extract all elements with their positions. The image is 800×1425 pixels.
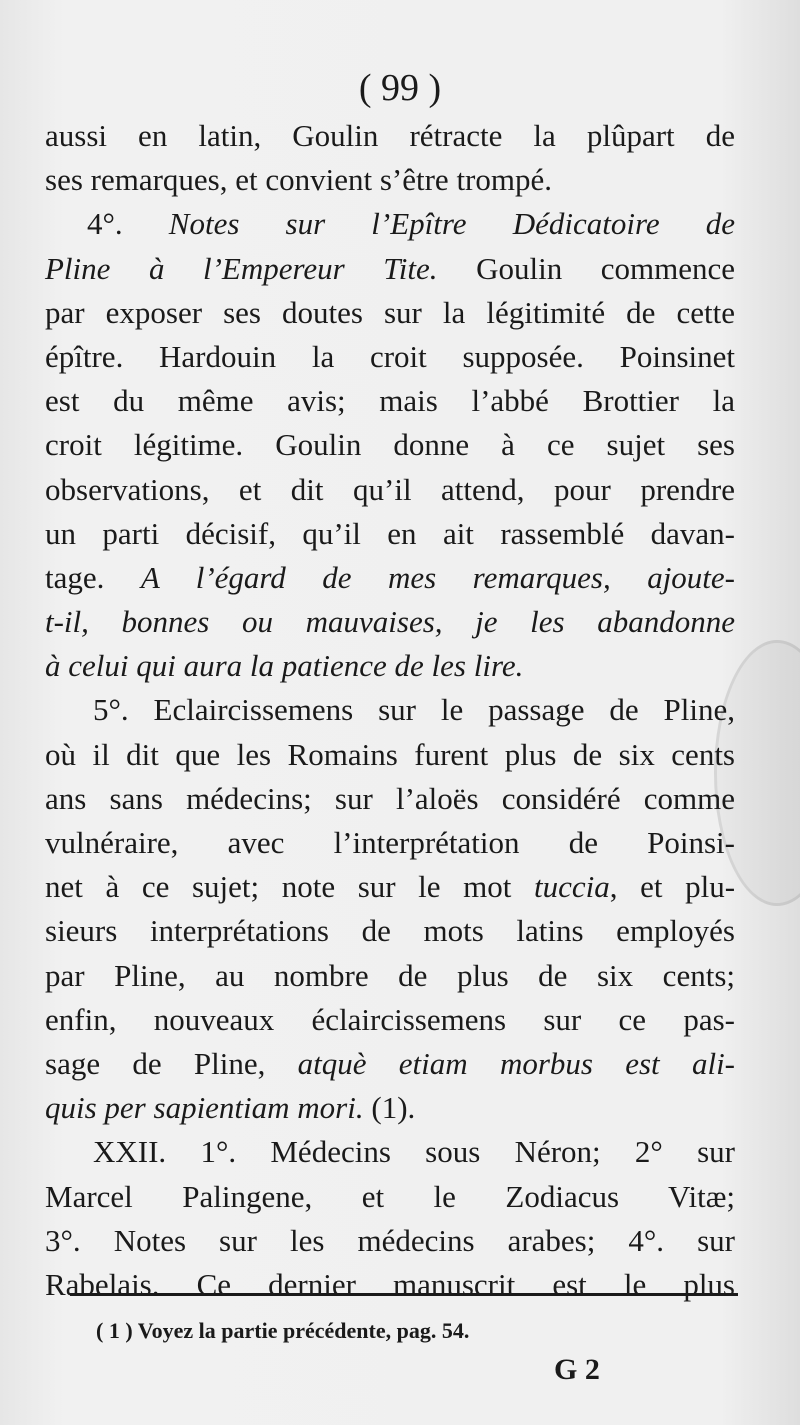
text-line: 5°. Eclaircissemens sur le passage de Pline, bbox=[93, 692, 735, 728]
plain-text: , et plu- bbox=[609, 869, 736, 905]
text-line bbox=[45, 556, 735, 600]
text-line: vulnéraire, avec l’interprétation de Poinsi- bbox=[45, 825, 735, 860]
text-line: par exposer ses doutes sur la légitimité de cette bbox=[45, 294, 735, 330]
italic-text: A l’égard de mes remarques, ajoute- bbox=[140, 559, 735, 595]
italic-text: atquè etiam morbus est ali- bbox=[297, 1045, 735, 1081]
body-text bbox=[45, 114, 735, 1307]
plain-text: sage de Pline, bbox=[45, 1045, 266, 1081]
text-line bbox=[45, 1042, 735, 1086]
italic-text: tuccia bbox=[534, 869, 610, 905]
text-line bbox=[45, 247, 735, 291]
footnote-reference: (1). bbox=[371, 1090, 416, 1126]
plain-text: Goulin commence bbox=[476, 250, 735, 286]
plain-text: net à ce sujet; note sur le mot bbox=[45, 869, 512, 905]
text-line: croit légitime. Goulin donne à ce sujet ses bbox=[45, 427, 735, 463]
text-line: est du même avis; mais l’abbé Brottier la bbox=[45, 383, 735, 419]
text-line bbox=[45, 865, 735, 909]
italic-text: Notes sur l’Epître Dédicatoire de bbox=[168, 206, 736, 242]
text-line: à celui qui aura la patience de les lire. bbox=[45, 648, 524, 684]
text-line: où il dit que les Romains furent plus de six cents bbox=[45, 736, 735, 772]
text-line: ses remarques, et convient s’être trompé. bbox=[45, 162, 553, 198]
text-line bbox=[45, 1086, 735, 1130]
text-line bbox=[45, 202, 735, 246]
text-line: sieurs interprétations de mots latins employés bbox=[45, 913, 735, 949]
plain-text: tage. bbox=[45, 559, 105, 595]
footnote-rule bbox=[70, 1293, 738, 1296]
text-line: par Pline, au nombre de plus de six cents; bbox=[45, 957, 735, 993]
page-number: ( 99 ) bbox=[358, 67, 442, 109]
text-line: enfin, nouveaux éclaircissemens sur ce pas- bbox=[45, 1001, 735, 1037]
text-line: 3°. Notes sur les médecins arabes; 4°. sur bbox=[45, 1222, 735, 1258]
text-line: Marcel Palingene, et le Zodiacus Vitæ; bbox=[45, 1178, 735, 1214]
text-line: Rabelais. Ce dernier manuscrit est le plus bbox=[45, 1266, 735, 1302]
signature-mark: G 2 bbox=[554, 1353, 600, 1386]
text-line: XXII. 1°. Médecins sous Néron; 2° sur bbox=[93, 1134, 735, 1170]
text-line: ans sans médecins; sur l’aloës considéré comme bbox=[45, 780, 735, 816]
italic-text: Pline à l’Empereur Tite. bbox=[45, 250, 438, 286]
text-line: aussi en latin, Goulin rétracte la plûpart de bbox=[45, 118, 735, 153]
footnote: ( 1 ) Voyez la partie précédente, pag. 54. bbox=[96, 1318, 470, 1343]
text-line: épître. Hardouin la croit supposée. Poinsinet bbox=[45, 338, 735, 374]
italic-text: quis per sapientiam mori. bbox=[45, 1090, 364, 1126]
text-line: t-il, bonnes ou mauvaises, je les abandonne bbox=[45, 604, 735, 640]
text-line: observations, et dit qu’il attend, pour prendre bbox=[45, 471, 735, 507]
text-line: un parti décisif, qu’il en ait rassemblé davan- bbox=[45, 515, 735, 551]
paragraph-number: 4°. bbox=[87, 206, 123, 242]
